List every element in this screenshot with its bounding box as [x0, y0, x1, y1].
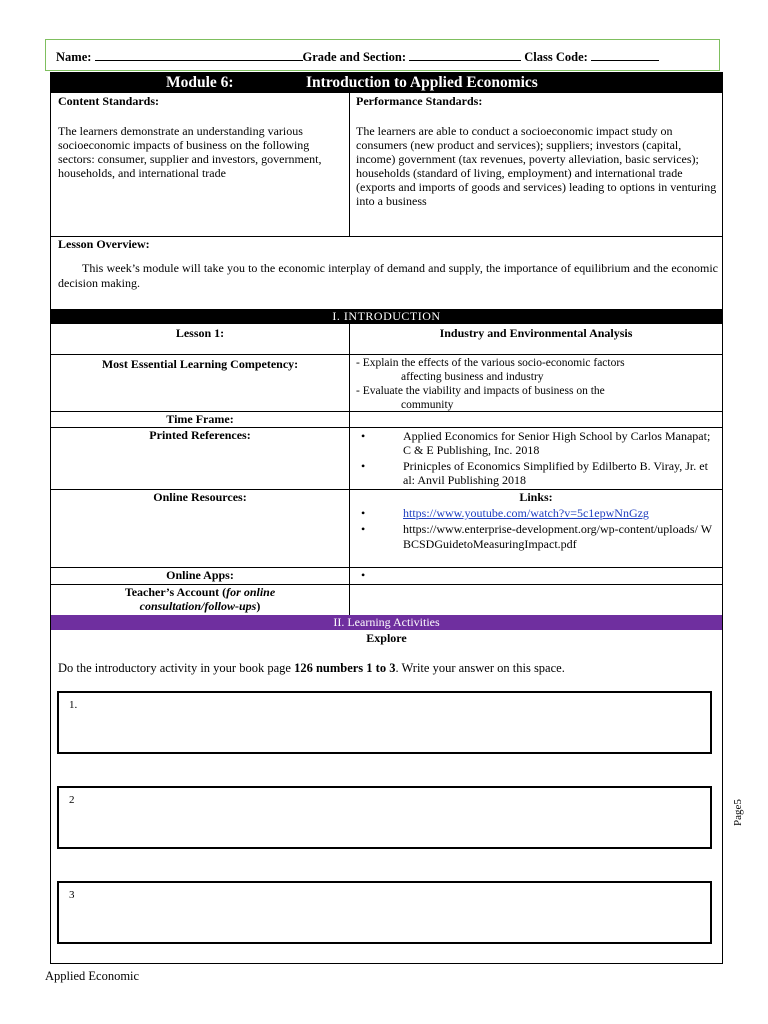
performance-standards-heading: Performance Standards:: [356, 94, 483, 108]
grade-section-blank[interactable]: [409, 49, 521, 61]
divider: [51, 354, 722, 355]
grade-section-label: Grade and Section:: [302, 50, 407, 64]
links-heading: Links:: [519, 490, 553, 504]
content-standards-text: The learners demonstrate an understanding various socioeconomic impacts of business on the following sectors: consumer, supplier and investors, government, households, and international trade: [58, 124, 322, 180]
melc-label: Most Essential Learning Competency:: [101, 357, 299, 371]
online-link-item: [353, 506, 719, 521]
enterprise-development-link[interactable]: https://www.enterprise-development.org/wp-content/uploads/ WBCSDGuidetoMeasuringImpact.pdf: [403, 522, 713, 551]
learning-activities-bar: II. Learning Activities: [51, 615, 722, 630]
melc-item: community: [401, 399, 454, 411]
content-standards-heading: Content Standards:: [58, 94, 160, 108]
teacher-account-label: [90, 585, 310, 613]
introduction-bar: I. INTRODUCTION: [51, 309, 722, 324]
lesson-overview: [58, 237, 718, 291]
name-label: Name:: [56, 50, 92, 64]
instruction-text-end: . Write your answer on this space.: [395, 661, 565, 675]
melc-item: - Evaluate the viability and impacts of business on the: [356, 385, 605, 397]
module-number: Module 6:: [166, 74, 234, 91]
printed-references-label: Printed References:: [149, 428, 251, 442]
instruction-page-reference: 126 numbers 1 to 3: [294, 661, 396, 675]
online-apps-bullet-icon: •: [361, 568, 366, 582]
instruction-text: Do the introductory activity in your book page: [58, 661, 295, 675]
online-link-item: [353, 522, 719, 552]
name-blank[interactable]: [95, 49, 303, 61]
lesson-label: Lesson 1:: [175, 326, 225, 340]
teacher-account-label-text: Teacher’s Account (: [124, 585, 227, 599]
module-title-bar: [51, 73, 722, 93]
class-code-blank[interactable]: [591, 49, 659, 61]
answer-box-2[interactable]: [57, 786, 712, 849]
student-info-line: [56, 49, 659, 65]
activity-instruction: [58, 661, 718, 676]
answer-box-1[interactable]: [57, 691, 712, 754]
printed-reference-text: Prinicples of Economics Simplified by Edilberto B. Viray, Jr. et al: Anvil Publishing 2018: [403, 459, 708, 487]
answer-number: 3: [69, 889, 75, 901]
bullet-icon: •: [361, 506, 366, 520]
content-standards: [58, 94, 343, 180]
standards-divider: [349, 93, 350, 236]
printed-reference: [353, 429, 719, 457]
youtube-link[interactable]: https://www.youtube.com/watch?v=5c1epwNnGzg: [403, 506, 649, 520]
bullet-icon: •: [361, 459, 366, 473]
performance-standards-text: The learners are able to conduct a socioeconomic impact study on consumers (new product and services); suppliers; investors (capital, income) government (tax revenues, poverty alleviation, basic services); households (standard of living, employment) and international trade (exports and imports of goods and services) leading to options in venturing into a business: [356, 124, 717, 208]
time-frame-label: Time Frame:: [166, 412, 234, 426]
answer-number: 1.: [69, 699, 78, 711]
online-resources-label: Online Resources:: [153, 490, 247, 504]
performance-standards: [356, 94, 718, 208]
bullet-icon: •: [361, 429, 366, 443]
lesson-overview-heading: Lesson Overview:: [58, 237, 150, 251]
printed-references-list: [353, 429, 719, 487]
page-number: Page5: [732, 799, 744, 826]
class-code-label: Class Code:: [524, 50, 588, 64]
melc-list: [356, 356, 718, 412]
online-apps-label: Online Apps:: [166, 568, 234, 582]
intro-table-divider: [349, 324, 350, 615]
lesson-overview-text: This week’s module will take you to the economic interplay of demand and supply, the importance of equilibrium and the economic decision making.: [58, 261, 718, 290]
answer-number: 2: [69, 794, 75, 806]
bullet-icon: •: [361, 522, 366, 536]
teacher-account-label-italic: for online consultation/follow-ups: [139, 585, 276, 613]
answer-box-3[interactable]: [57, 881, 712, 944]
student-info-header: [45, 39, 720, 71]
melc-item: - Explain the effects of the various socio-economic factors: [356, 357, 625, 369]
melc-item: affecting business and industry: [401, 371, 544, 383]
online-resources-list: [353, 490, 719, 552]
footer-text: Applied Economic: [45, 969, 140, 983]
explore-heading: Explore: [366, 631, 407, 645]
printed-reference: [353, 459, 719, 487]
printed-reference-text: Applied Economics for Senior High School by Carlos Manapat; C & E Publishing, Inc. 2018: [403, 429, 711, 457]
teacher-account-label-end: ): [256, 599, 261, 613]
module-title: Introduction to Applied Economics: [306, 74, 538, 91]
lesson-title: Industry and Environmental Analysis: [439, 326, 633, 340]
